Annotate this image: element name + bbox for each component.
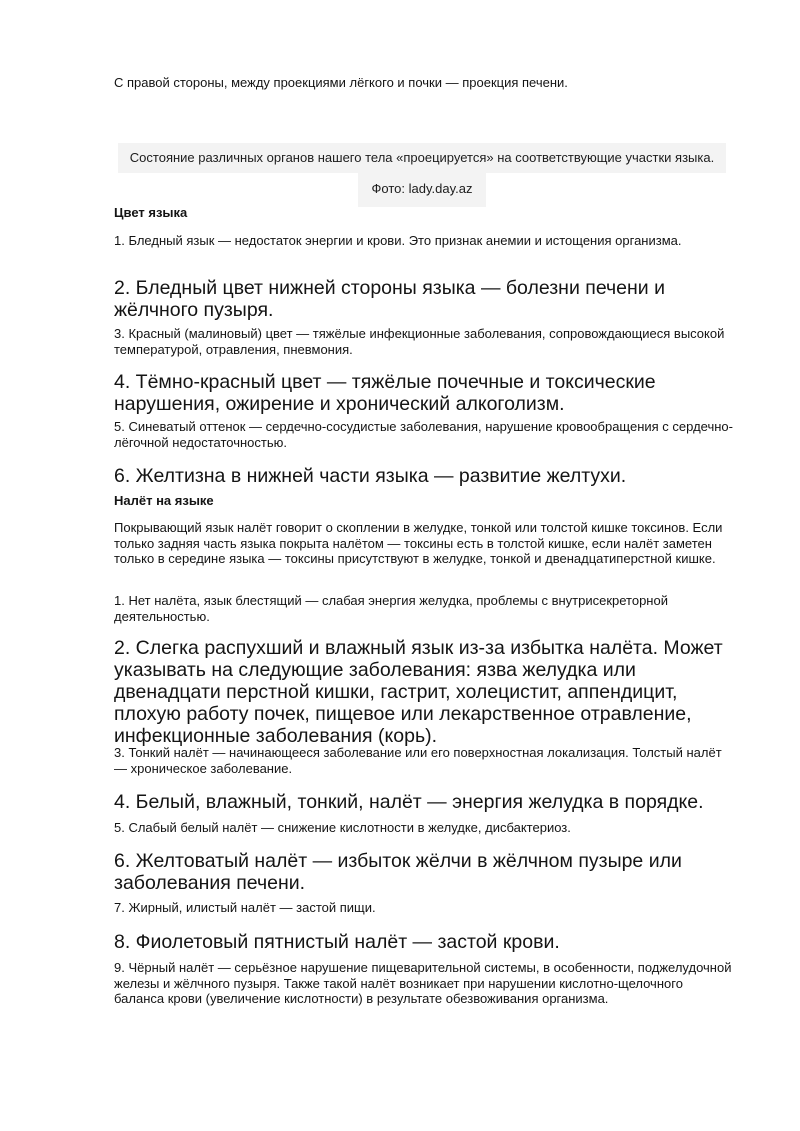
photo-credit	[358, 173, 486, 207]
image-caption	[118, 143, 726, 173]
photo-credit-text: Фото: lady.day.az	[371, 181, 473, 196]
coating-item-5: 5. Слабый белый налёт — снижение кислотности в желудке, дисбактериоз.	[114, 820, 571, 835]
color-item-3: 3. Красный (малиновый) цвет — тяжёлые инфекционные заболевания, сопровождающиеся высокой температурой, отравления, пневмония.	[114, 326, 725, 357]
section-heading-color: Цвет языка	[114, 205, 188, 220]
coating-item-8: 8. Фиолетовый пятнистый налёт — застой крови.	[114, 931, 560, 953]
intro-paragraph: С правой стороны, между проекциями лёгкого и почки — проекция печени.	[114, 75, 568, 90]
coating-item-3: 3. Тонкий налёт — начинающееся заболевание или его поверхностная локализация. Толстый налёт — хроническое заболевание.	[114, 745, 722, 776]
coating-item-1: 1. Нет налёта, язык блестящий — слабая энергия желудка, проблемы с внутрисекреторной деятельностью.	[114, 593, 668, 624]
coating-item-7: 7. Жирный, илистый налёт — застой пищи.	[114, 900, 376, 915]
color-item-5: 5. Синеватый оттенок — сердечно-сосудистые заболевания, нарушение кровообращения с сердечно-лёгочной недостаточностью.	[114, 419, 733, 450]
section-heading-coating: Налёт на языке	[114, 493, 214, 508]
coating-item-2: 2. Слегка распухший и влажный язык из-за избытка налёта. Может указывать на следующие заболевания: язва желудка или двенадцати перстной кишки, гастрит, холецистит, аппендицит, плохую работу почек, пищевое или лекарственное отравление, инфекционные заболевания (корь).	[114, 637, 723, 747]
caption-text: Состояние различных органов нашего тела «проецируется» на соответствующие участки языка.	[129, 150, 715, 165]
coating-item-4: 4. Белый, влажный, тонкий, налёт — энергия желудка в порядке.	[114, 791, 704, 813]
coating-item-9: 9. Чёрный налёт — серьёзное нарушение пищеварительной системы, в особенности, поджелудочной железы и жёлчного пузыря. Также такой налёт возникает при нарушении кислотно-щелочного баланса крови (увеличение кислотности) в результате обезвоживания организма.	[114, 960, 732, 1006]
color-item-4: 4. Тёмно-красный цвет — тяжёлые почечные и токсические нарушения, ожирение и хронический алкоголизм.	[114, 371, 656, 415]
color-item-1: 1. Бледный язык — недостаток энергии и крови. Это признак анемии и истощения организма.	[114, 233, 682, 248]
color-item-6: 6. Желтизна в нижней части языка — развитие желтухи.	[114, 465, 627, 487]
coating-intro-paragraph: Покрывающий язык налёт говорит о скоплении в желудке, тонкой или толстой кишке токсинов. Если только задняя часть языка покрыта налётом — токсины есть в толстой кишке, если налёт заметен только в середине языка — токсины присутствуют в желудке, тонкой и двенадцатиперстной кишке.	[114, 520, 723, 566]
coating-item-6: 6. Желтоватый налёт — избыток жёлчи в жёлчном пузыре или заболевания печени.	[114, 850, 682, 894]
color-item-2: 2. Бледный цвет нижней стороны языка — болезни печени и жёлчного пузыря.	[114, 277, 665, 321]
